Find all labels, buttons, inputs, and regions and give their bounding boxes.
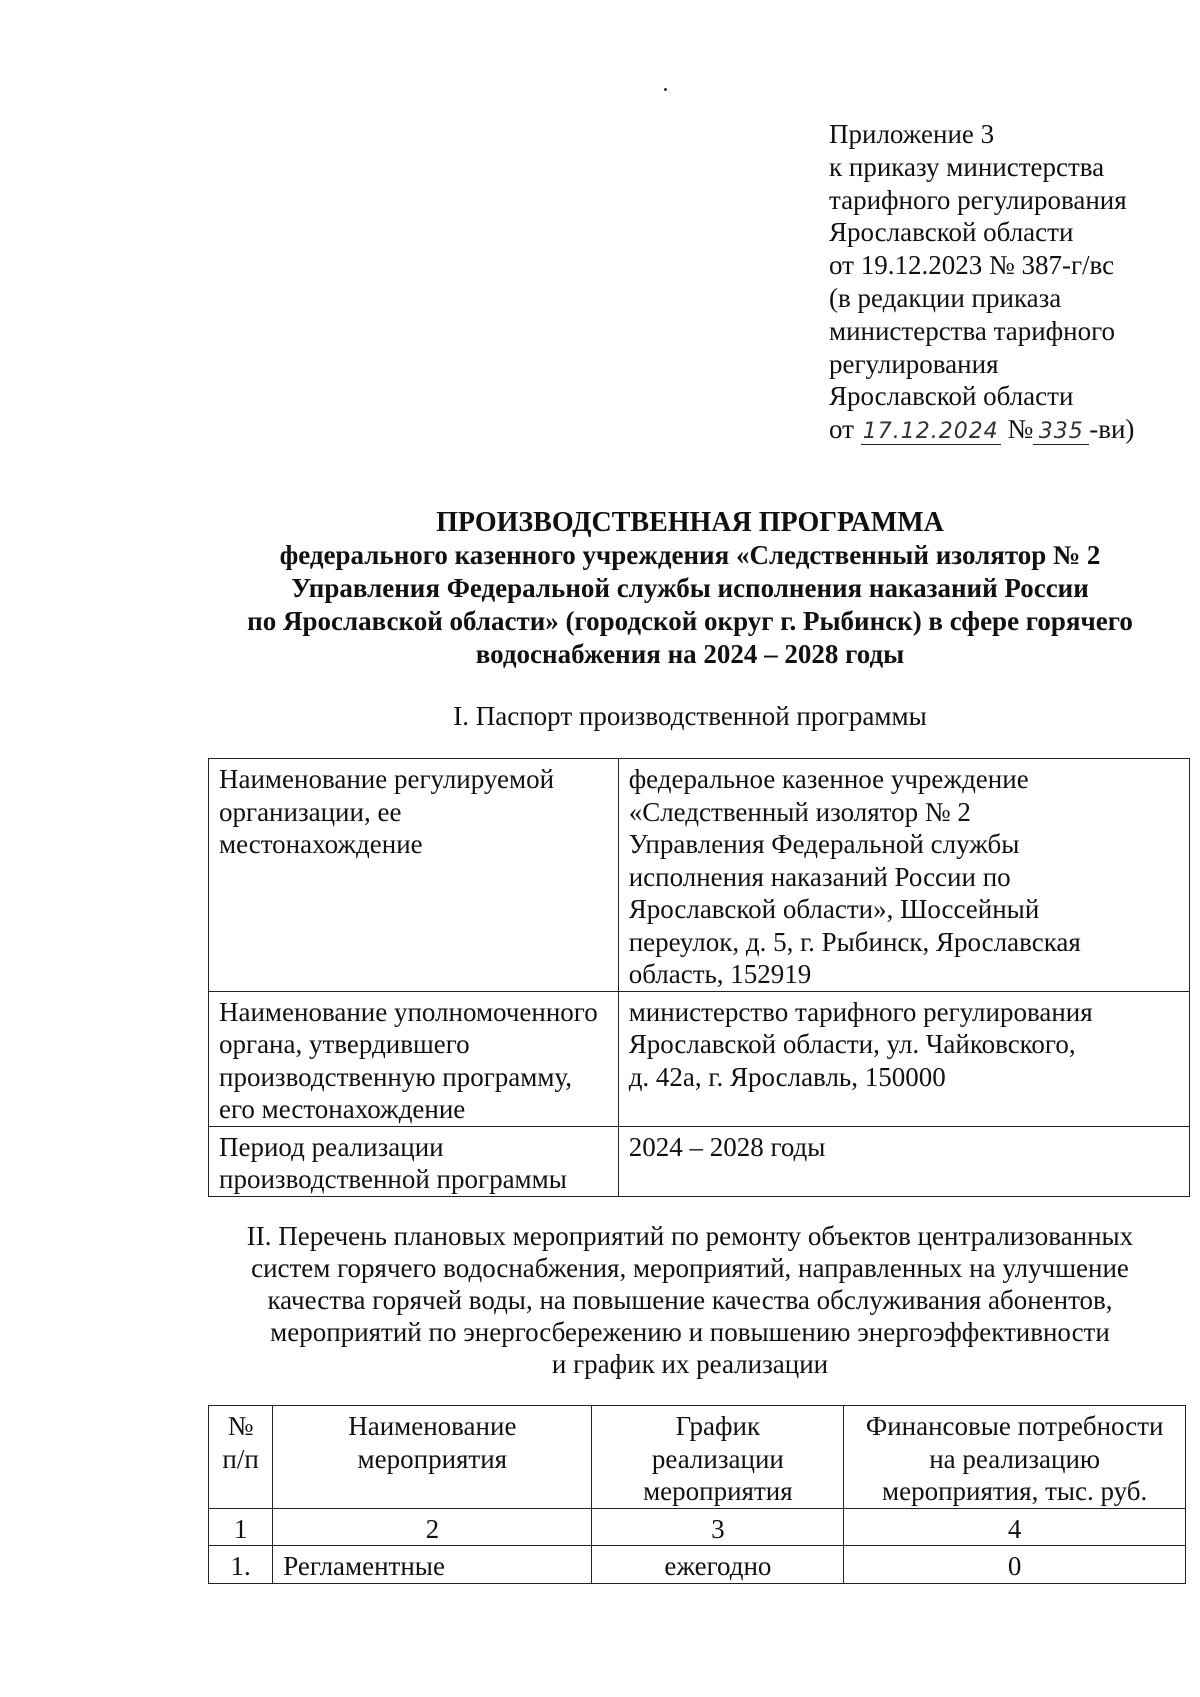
measure-schedule: ежегодно	[592, 1546, 844, 1584]
title-line: по Ярославской области» (городской округ г. Рыбинск) в сфере горячего	[247, 606, 1133, 636]
passport-label	[209, 759, 619, 992]
cell-line: федеральное казенное учреждение	[628, 764, 1029, 794]
table-row	[209, 1126, 1190, 1196]
cell-line: производственную программу,	[219, 1061, 572, 1092]
column-number-row	[209, 1508, 1186, 1546]
handwritten-date: 17.12.2024	[861, 420, 1001, 445]
cell-line: министерство тарифного регулирования	[628, 996, 1093, 1027]
appendix-line: регулирования	[829, 348, 999, 379]
appendix-block	[829, 118, 1134, 446]
appendix-line: Приложение 3	[829, 119, 995, 149]
header-line: мероприятия	[357, 1443, 508, 1474]
scan-dot	[664, 88, 667, 91]
cell-line: переулок, д. 5, г. Рыбинск, Ярославская	[628, 926, 1081, 957]
title-line: Управления Федеральной службы исполнения наказаний России	[291, 573, 1089, 603]
header-line: п/п	[222, 1443, 259, 1474]
column-header	[592, 1406, 844, 1509]
table-row	[209, 991, 1190, 1126]
header-line: №	[227, 1411, 254, 1441]
cell-line: Ярославской области», Шоссейный	[628, 894, 1040, 924]
title-line: федерального казенного учреждения «Следственный изолятор № 2	[279, 540, 1101, 570]
passport-value	[618, 1126, 1189, 1196]
cell-line: д. 42а, г. Ярославль, 150000	[628, 1061, 946, 1092]
cell-line: организации, ее	[219, 796, 402, 827]
passport-label	[209, 1126, 619, 1196]
measure-cost: 0	[844, 1546, 1186, 1584]
appendix-last-line	[829, 413, 1134, 446]
cell-line: производственной программы	[219, 1164, 567, 1194]
cell-line: местонахождение	[219, 829, 423, 859]
cell-line: его местонахождение	[219, 1094, 466, 1124]
appendix-last-prefix: от	[829, 414, 854, 445]
appendix-line: (в редакции приказа	[829, 282, 1062, 313]
appendix-line: к приказу министерства	[829, 151, 1105, 182]
column-number: 4	[844, 1508, 1186, 1546]
appendix-line: Ярославской области	[829, 381, 1074, 412]
measures-table	[208, 1405, 1186, 1584]
cell-line: 2024 – 2028 годы	[628, 1131, 826, 1162]
header-line: мероприятия, тыс. руб.	[882, 1476, 1148, 1506]
column-header	[844, 1406, 1186, 1509]
passport-value	[618, 991, 1189, 1126]
passport-label	[209, 991, 619, 1126]
cell-line: Наименование уполномоченного	[219, 996, 598, 1027]
cell-line: Управления Федеральной службы	[628, 829, 1020, 859]
cell-line: Ярославской области, ул. Чайковского,	[628, 1029, 1076, 1059]
title-line: водоснабжения на 2024 – 2028 годы	[475, 639, 905, 669]
cell-line: органа, утвердившего	[219, 1029, 470, 1059]
table-row	[209, 759, 1190, 992]
section2-title-line: и график их реализации	[551, 1349, 829, 1379]
header-line: мероприятия	[643, 1476, 793, 1506]
section2-title-line: II. Перечень плановых мероприятий по ремонту объектов централизованных	[246, 1221, 1134, 1251]
appendix-line: тарифного регулирования	[829, 184, 1127, 215]
cell-line: исполнения наказаний России по	[628, 861, 1011, 892]
header-row	[209, 1406, 1186, 1509]
section2-title	[200, 1220, 1180, 1380]
appendix-line: министерства тарифного	[829, 315, 1116, 346]
section2-title-line: мероприятий по энергосбережению и повышению энергоэффективности	[270, 1317, 1110, 1347]
section1-title: I. Паспорт производственной программы	[453, 701, 927, 731]
column-number: 2	[273, 1508, 592, 1546]
cell-line: Период реализации	[219, 1131, 444, 1162]
table-row	[209, 1546, 1186, 1584]
appendix-line: Ярославской области	[829, 217, 1074, 248]
cell-line: «Следственный изолятор № 2	[628, 796, 971, 827]
passport-table	[208, 758, 1190, 1197]
measure-name: Регламентные	[273, 1546, 592, 1584]
cell-line: Наименование регулируемой	[219, 764, 555, 794]
header-line: реализации	[651, 1443, 784, 1474]
cell-line: область, 152919	[628, 959, 812, 989]
column-number: 3	[592, 1508, 844, 1546]
header-line: Наименование	[348, 1411, 517, 1441]
passport-value	[618, 759, 1189, 992]
section2-title-line: качества горячей воды, на повышение качества обслуживания абонентов,	[267, 1285, 1113, 1315]
document-title	[190, 506, 1190, 671]
title-main: ПРОИЗВОДСТВЕННАЯ ПРОГРАММА	[436, 507, 944, 538]
column-number: 1	[209, 1508, 273, 1546]
header-line: График	[675, 1411, 761, 1441]
header-line: Финансовые потребности	[865, 1411, 1164, 1441]
handwritten-number: 335	[1033, 420, 1089, 445]
number-sign: №	[1007, 414, 1034, 445]
appendix-last-suffix: -ви)	[1089, 414, 1135, 445]
row-number: 1.	[209, 1546, 273, 1584]
header-line: на реализацию	[929, 1443, 1101, 1474]
column-header	[209, 1406, 273, 1509]
section2-title-line: систем горячего водоснабжения, мероприятий, направленных на улучшение	[251, 1253, 1129, 1283]
column-header	[273, 1406, 592, 1509]
appendix-line: от 19.12.2023 № 387-г/вс	[829, 250, 1115, 281]
